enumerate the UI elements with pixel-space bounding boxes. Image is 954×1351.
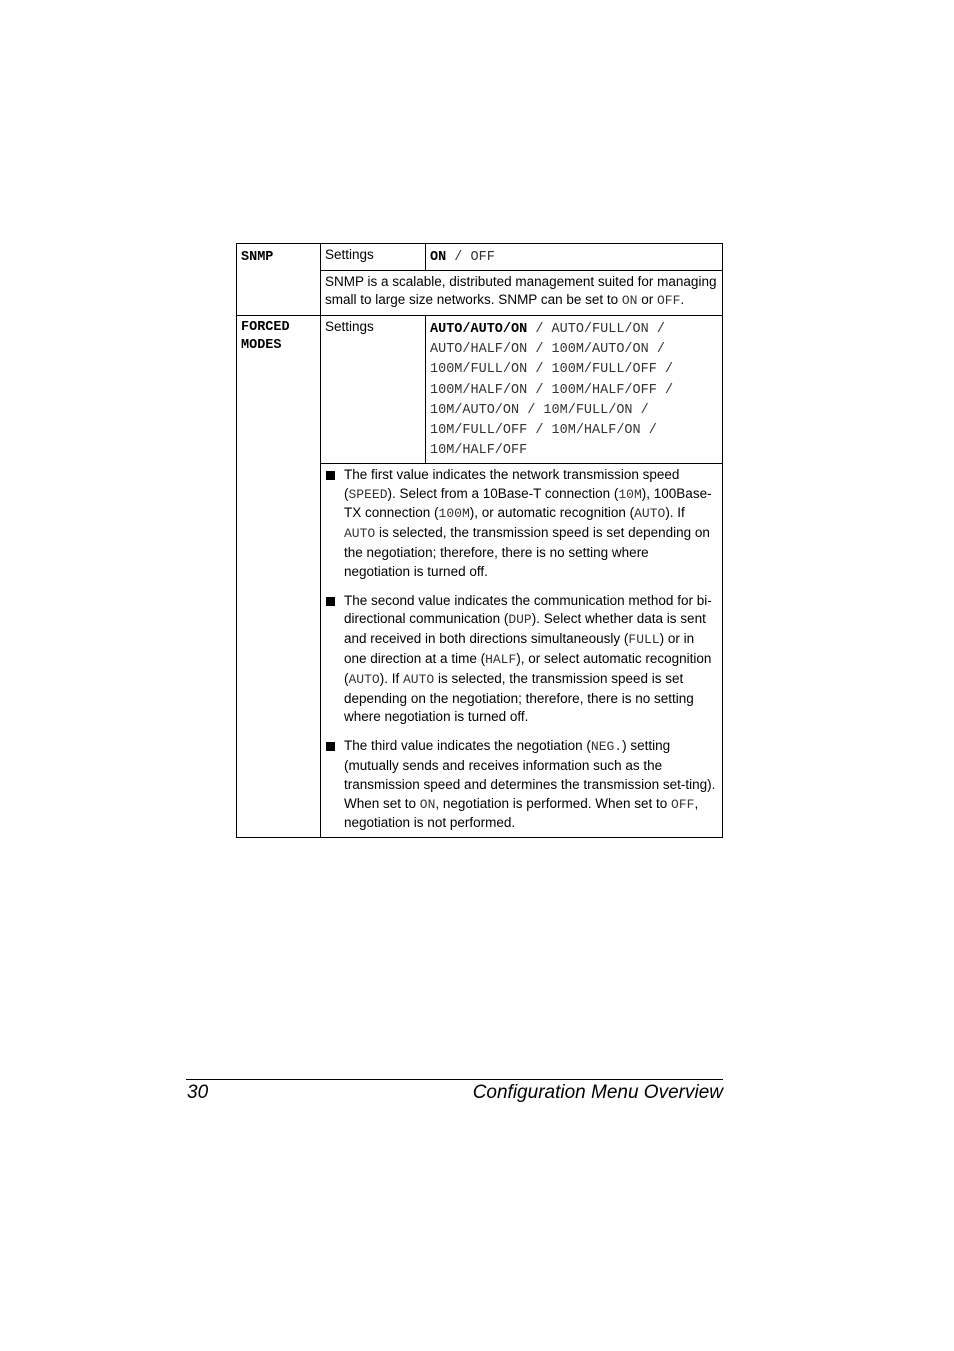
snmp-desc-code-on: ON <box>621 293 638 308</box>
snmp-label-cell <box>321 244 426 271</box>
snmp-name: SNMP <box>241 250 274 265</box>
forced-modes-default-value: AUTO/AUTO/ON <box>430 321 528 337</box>
forced-modes-label-cell <box>321 315 426 463</box>
forced-modes-name-line1: FORCED <box>241 319 290 335</box>
snmp-name-cell <box>237 244 321 316</box>
bullet-text: The second value indicates the communication method for bi-directional communication (DUP). Select whether data is sent and received in both directions simultaneously (FULL) or in one direction at a time (HALF), or select automatic recognition (AUTO). If AUTO is selected, the transmission speed is set depending on the negotiation; therefore, there is no setting where negotiation is turned off. <box>344 592 712 725</box>
footer-divider <box>186 1079 723 1080</box>
forced-modes-other-values: / AUTO/FULL/ON / AUTO/HALF/ON / 100M/AUTO/ON / 100M/FULL/ON / 100M/FULL/OFF / 100M/HALF/ON / 100M/HALF/OFF / 10M/AUTO/ON / 10M/FULL/ON / 10M/FULL/OFF / 10M/HALF/ON / 10M/HALF/OFF <box>430 321 674 459</box>
square-bullet-icon <box>326 471 335 480</box>
snmp-settings-row <box>237 244 723 271</box>
description-bullet <box>325 737 718 833</box>
forced-modes-settings-row <box>237 315 723 463</box>
snmp-desc-text: SNMP is a scalable, distributed management suited for managing small to large size networks. SNMP can be set to <box>325 273 717 307</box>
forced-modes-name-line2: MODES <box>241 338 282 353</box>
snmp-desc-text: or <box>637 292 657 307</box>
section-title: Configuration Menu Overview <box>472 1082 723 1103</box>
square-bullet-icon <box>326 742 335 751</box>
snmp-value-separator: / <box>446 250 471 265</box>
snmp-desc-code-off: OFF <box>657 293 681 308</box>
snmp-values-cell <box>426 244 723 271</box>
description-bullet <box>325 592 718 728</box>
snmp-settings-label: Settings <box>325 247 374 262</box>
snmp-description <box>321 270 723 315</box>
snmp-default-value: ON <box>430 250 447 265</box>
snmp-alt-value: OFF <box>470 250 495 265</box>
snmp-desc-text: . <box>680 292 685 307</box>
bullet-text: The third value indicates the negotiation (NEG.) setting (mutually sends and receives information such as the transmission speed and determines the transmission set-ting). When set to ON, negotiation is performed. When set to OFF, negotiation is not performed. <box>344 738 716 831</box>
configuration-table <box>236 243 723 838</box>
bullet-text: The first value indicates the network transmission speed (SPEED). Select from a 10Base-T connection (10M), 100Base-TX connection (100M), or automatic recognition (AUTO). If AUTO is selected, the transmission speed is set depending on the negotiation; therefore, there is no setting where negotiation is turned off. <box>344 466 712 579</box>
forced-modes-description <box>321 463 723 837</box>
page-number: 30 <box>187 1082 209 1103</box>
square-bullet-icon <box>326 597 335 606</box>
forced-modes-settings-label: Settings <box>325 318 374 334</box>
forced-modes-name-cell <box>237 315 321 838</box>
description-bullet <box>325 466 718 582</box>
forced-modes-values-cell <box>426 315 723 463</box>
